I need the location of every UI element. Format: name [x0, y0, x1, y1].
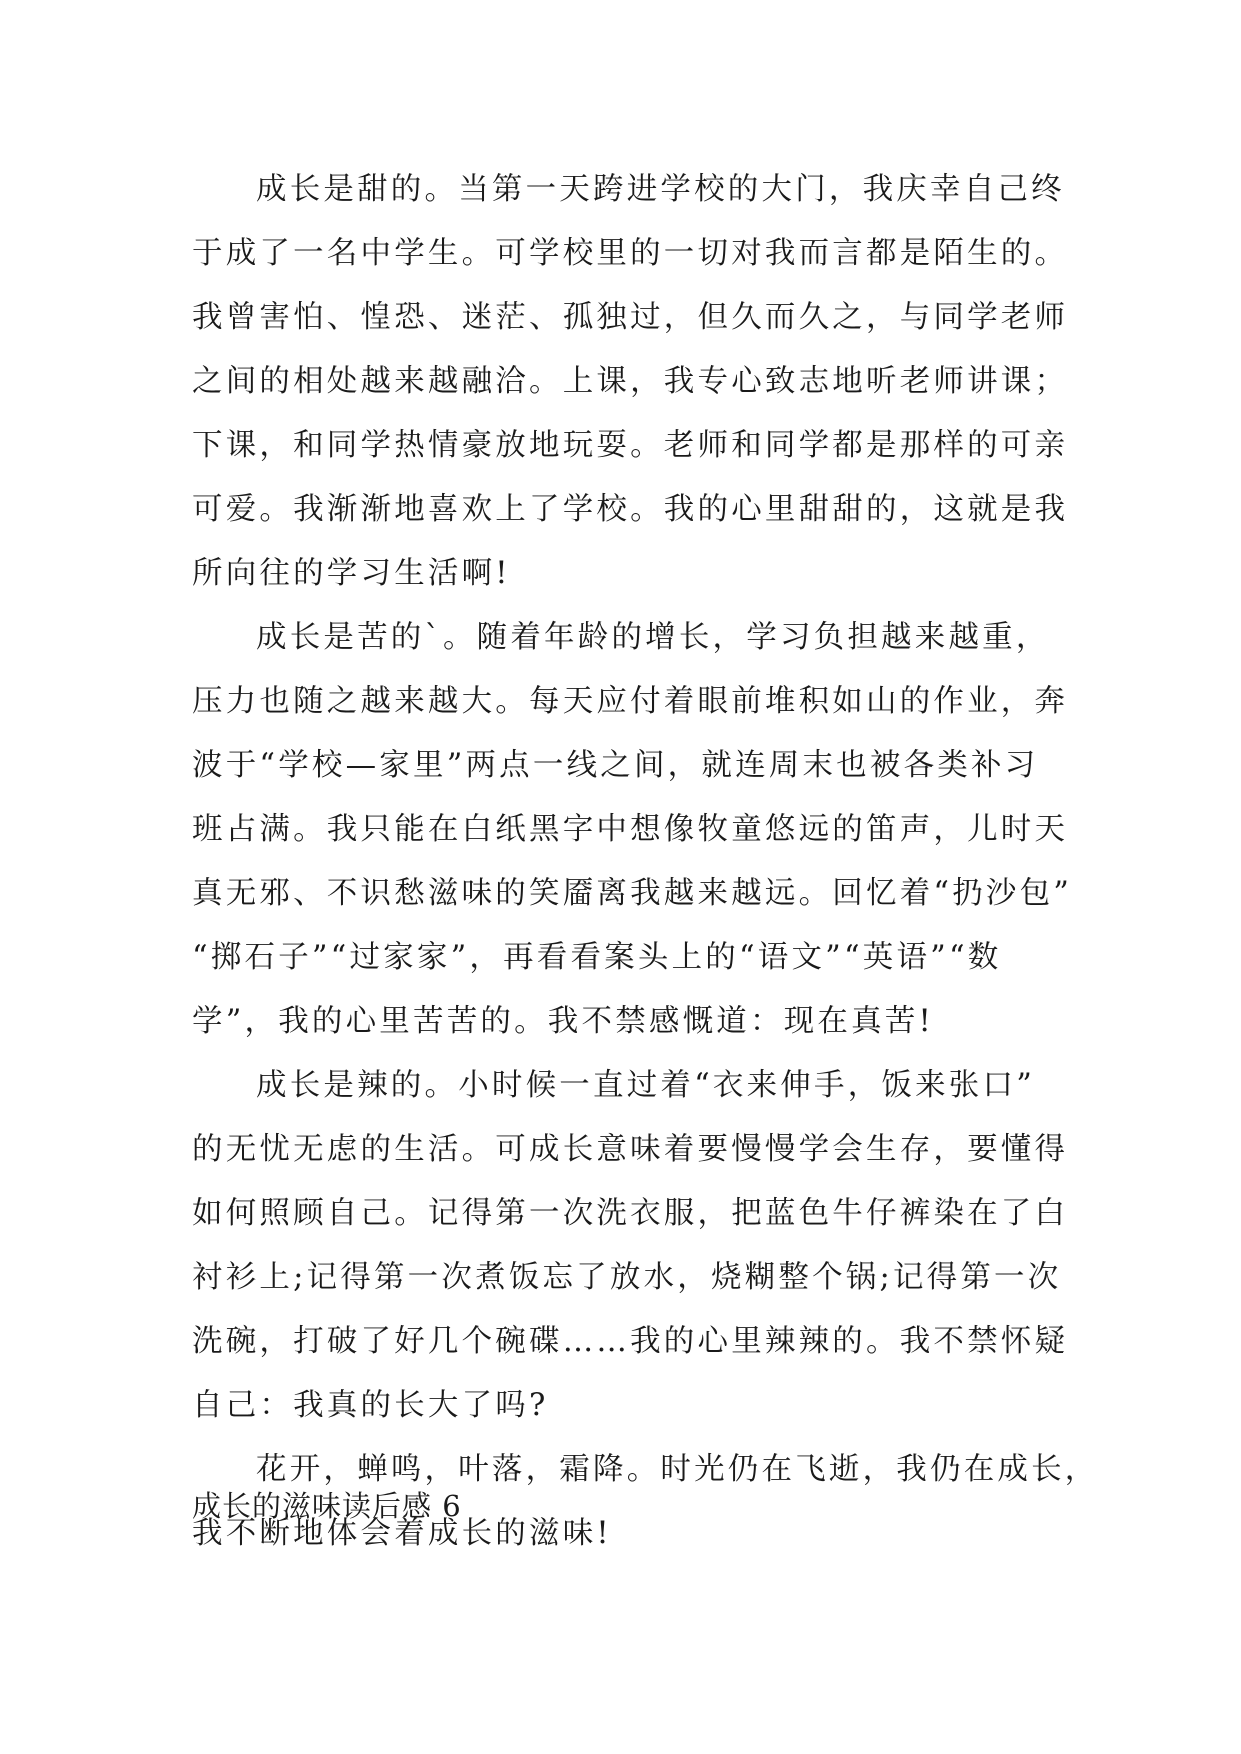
- paragraph-spicy: [192, 1054, 1069, 1438]
- text-line: 洗碗，打破了好几个碗碟……我的心里辣辣的。我不禁怀疑: [192, 1324, 1069, 1359]
- text-line: 学”，我的心里苦苦的。我不禁感慨道：现在真苦!: [192, 1004, 934, 1039]
- text-line: 波于“学校—家里”两点一线之间，就连周末也被各类补习: [192, 748, 1039, 783]
- text-line: 如何照顾自己。记得第一次洗衣服，把蓝色牛仔裤染在了白: [192, 1196, 1069, 1231]
- paragraph-sweet: [192, 158, 1069, 606]
- text-line: 所向往的学习生活啊!: [192, 556, 511, 591]
- text-line: 压力也随之越来越大。每天应付着眼前堆积如山的作业，奔: [192, 684, 1069, 719]
- text-line: “掷石子”“过家家”，再看看案头上的“语文”“英语”“数: [192, 940, 1002, 975]
- text-line: 成长是甜的。当第一天跨进学校的大门，我庆幸自己终: [256, 172, 1065, 207]
- text-line: 我曾害怕、惶恐、迷茫、孤独过，但久而久之，与同学老师: [192, 300, 1069, 335]
- text-line: 班占满。我只能在白纸黑字中想像牧童悠远的笛声，儿时天: [192, 812, 1069, 847]
- text-line: 我不断地体会着成长的滋味!: [192, 1516, 612, 1551]
- essay-body: [192, 158, 1099, 1566]
- paragraph-bitter: [192, 606, 1073, 1054]
- text-line: 衬衫上;记得第一次煮饭忘了放水，烧糊整个锅;记得第一次: [192, 1260, 1062, 1295]
- text-line: 成长是苦的`。随着年龄的增长，学习负担越来越重，: [256, 620, 1050, 655]
- text-line: 下课，和同学热情豪放地玩耍。老师和同学都是那样的可亲: [192, 428, 1069, 463]
- text-line: 真无邪、不识愁滋味的笑靥离我越来越远。回忆着“扔沙包”: [192, 876, 1073, 911]
- text-line: 花开，蝉鸣，叶落，霜降。时光仍在飞逝，我仍在成长，: [256, 1452, 1099, 1487]
- text-line: 可爱。我渐渐地喜欢上了学校。我的心里甜甜的，这就是我: [192, 492, 1069, 527]
- text-line: 自己：我真的长大了吗?: [192, 1388, 549, 1423]
- text-line: 的无忧无虑的生活。可成长意味着要慢慢学会生存，要懂得: [192, 1132, 1069, 1167]
- text-line: 成长是辣的。小时候一直过着“衣来伸手，饭来张口”: [256, 1068, 1035, 1103]
- section-heading: 成长的滋味读后感 6: [192, 1489, 462, 1523]
- text-line: 之间的相处越来越融洽。上课，我专心致志地听老师讲课；: [192, 364, 1069, 399]
- text-line: 于成了一名中学生。可学校里的一切对我而言都是陌生的。: [192, 236, 1069, 271]
